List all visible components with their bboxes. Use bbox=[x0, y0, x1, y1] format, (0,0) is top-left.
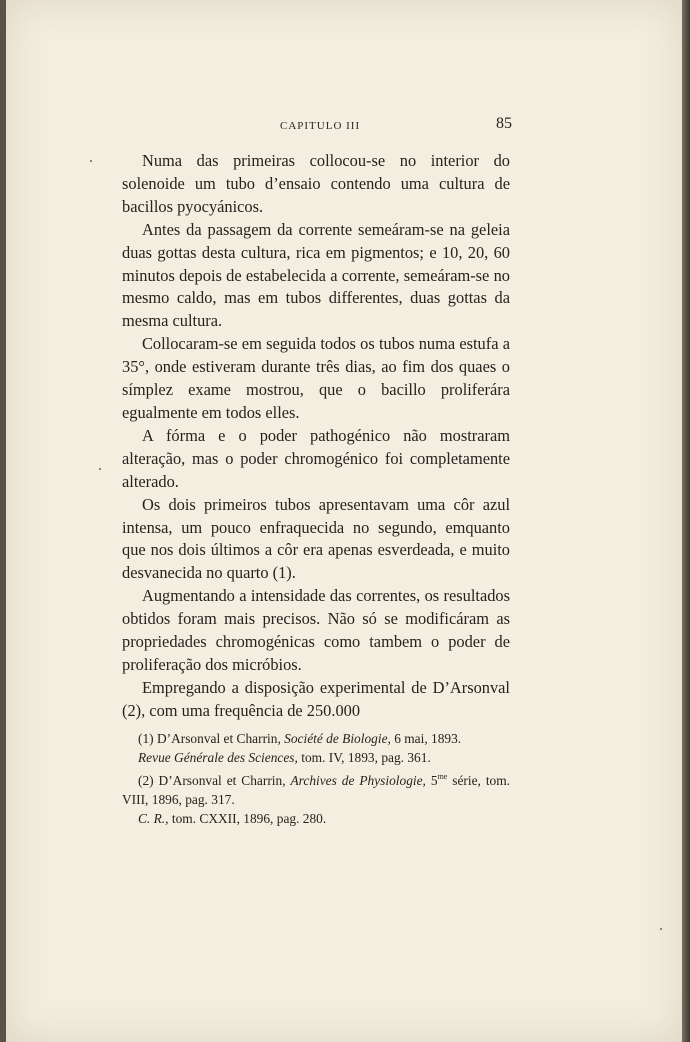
footnote-1-continued bbox=[122, 748, 510, 767]
body-text bbox=[122, 150, 510, 723]
footnote-text: (1) D’Arsonval et Charrin, bbox=[138, 731, 285, 746]
footnote-journal: Archives de Physiologie, bbox=[290, 773, 426, 788]
footnote-text: 6 mai, 1893. bbox=[390, 731, 462, 746]
paragraph: Empregando a disposição experimental de D’Arsonval (2), com uma frequência de 250.000 bbox=[122, 677, 510, 720]
footnote-1 bbox=[122, 729, 510, 748]
book-edge bbox=[682, 0, 690, 1042]
footnote-journal: Société de Biologie, bbox=[284, 731, 391, 746]
paper-speck bbox=[99, 468, 101, 470]
footnote-2 bbox=[122, 767, 510, 809]
paragraph: Antes da passagem da corrente semeáram-se na geleia duas gottas desta cultura, rica em pigmentos; e 10, 20, 60 minutos depois de estabelecida a corrente, semeáram-se no mesmo caldo, mas em tubos differentes, duas gottas da mesma cultura. bbox=[122, 219, 510, 331]
footnote-superscript: me bbox=[437, 772, 448, 781]
paragraph: Os dois primeiros tubos apresentavam uma côr azul intensa, um pouco enfraquecida no segundo, emquanto que nos dois últimos a côr era apenas esverdeada, e muito desvanecida no quarto (1). bbox=[122, 494, 510, 583]
page-header bbox=[124, 115, 512, 137]
paragraph: Numa das primeiras collocou-se no interior do solenoide um tubo d’ensaio contendo uma cultura de bacillos pyocyánicos. bbox=[122, 151, 510, 216]
paragraph: A fórma e o poder pathogénico não mostraram alteração, mas o poder chromogénico foi completamente alterado. bbox=[122, 425, 510, 491]
paper-speck bbox=[660, 928, 662, 930]
paragraph: Augmentando a intensidade das correntes, os resultados obtidos foram mais precisos. Não só se modificáram as propriedades chromogénicas como tambem o poder de proliferação dos micróbios. bbox=[122, 586, 510, 674]
paper-speck bbox=[90, 160, 92, 162]
footnote-journal: C. R., bbox=[138, 811, 169, 826]
footnote-text: tom. CXXII, 1896, pag. 280. bbox=[168, 811, 327, 826]
footnote-text: 5 bbox=[425, 773, 438, 788]
footnote-text: série, tom. VIII, 1896, pag. 317. bbox=[122, 773, 511, 807]
footnote-2-continued bbox=[122, 809, 510, 828]
footnote-text: tom. IV, 1893, pag. 361. bbox=[297, 750, 431, 765]
page-number: 85 bbox=[496, 115, 512, 132]
footnote-text: (2) D’Arsonval et Charrin, bbox=[138, 773, 291, 788]
running-head: CAPITULO III bbox=[280, 120, 361, 132]
footnotes bbox=[122, 729, 510, 828]
footnote-journal: Revue Générale des Sciences, bbox=[138, 750, 298, 765]
book-page bbox=[6, 0, 682, 1042]
paragraph: Collocaram-se em seguida todos os tubos numa estufa a 35°, onde estiveram durante três dias, ao fim dos quaes o símplez exame mostrou, que o bacillo proliferára egualmente em todos elles. bbox=[122, 334, 510, 422]
